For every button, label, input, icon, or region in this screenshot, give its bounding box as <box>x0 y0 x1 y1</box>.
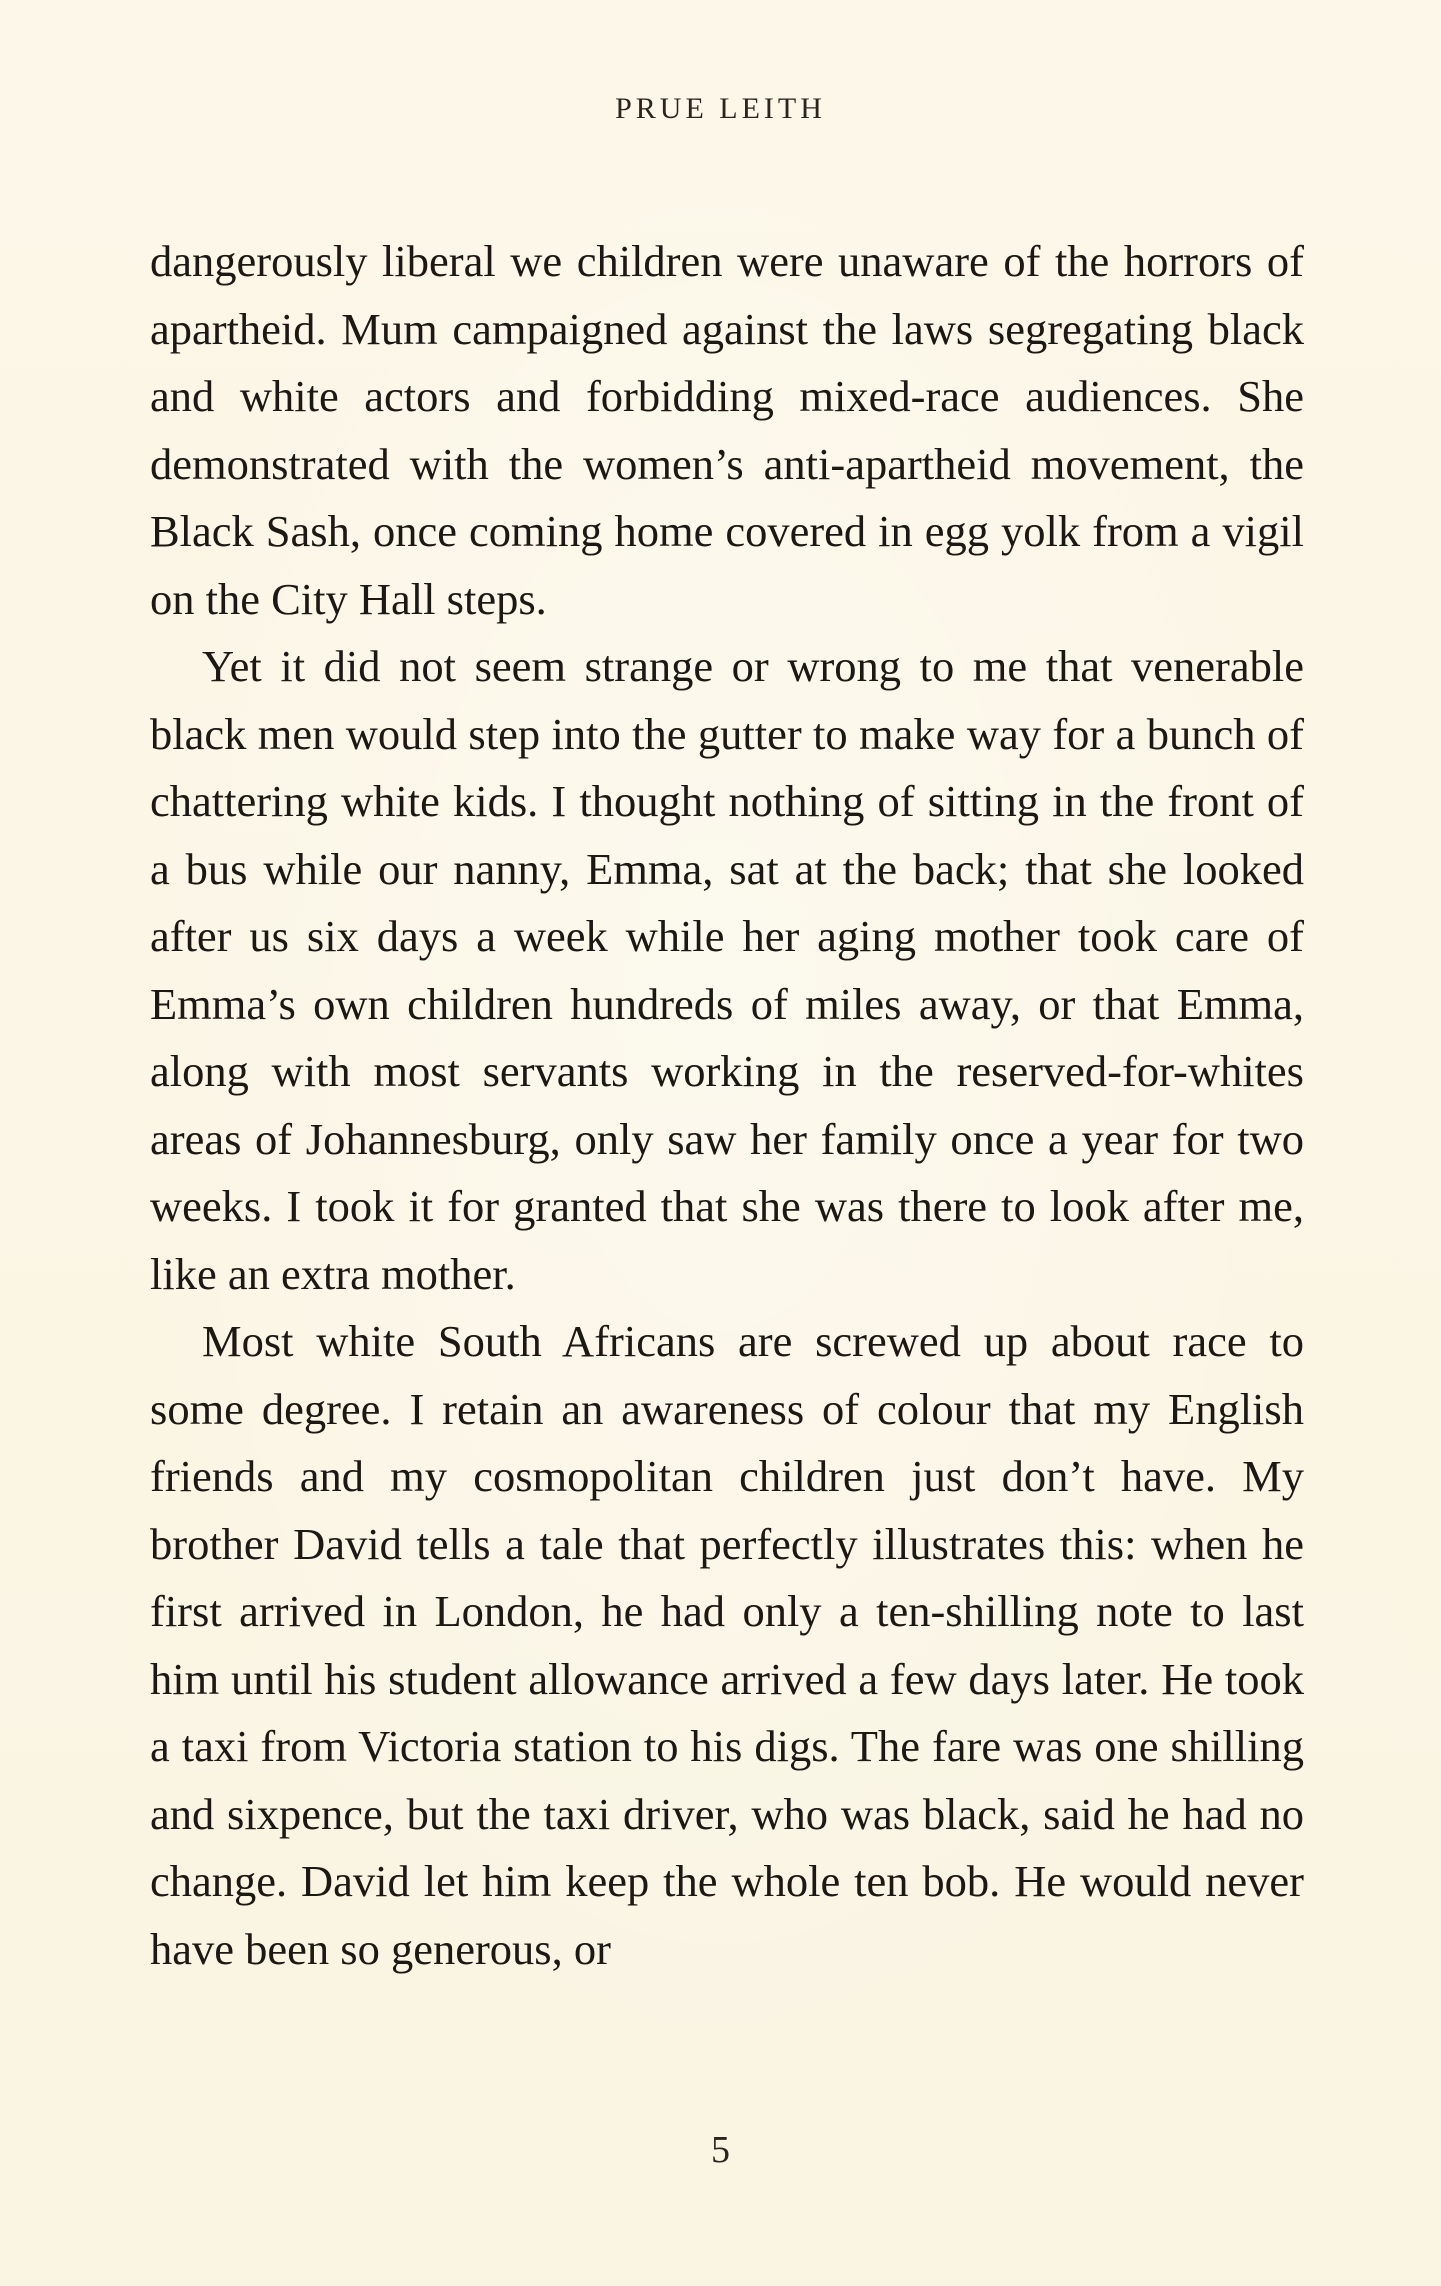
running-head: PRUE LEITH <box>615 92 826 125</box>
body-text <box>150 228 1304 1983</box>
paragraph-3: Most white South Africans are screwed up about race to some degree. I retain an awareness of colour that my English friends and my cosmopolitan children just don’t have. My brother David tells a tale that perfectly illustrates this: when he first arrived in London, he had only a ten-shilling note to last him until his student allowance arrived a few days later. He took a taxi from Victoria station to his digs. The fare was one shilling and sixpence, but the taxi driver, who was black, said he had no change. David let him keep the whole ten bob. He would never have been so generous, or <box>150 1316 1304 1974</box>
page-number: 5 <box>711 2129 730 2171</box>
paragraph-1: dangerously liberal we children were unaware of the horrors of apartheid. Mum campaigned against the laws segregating black and white actors and forbidding mixed-race audiences. She demonstrated with the women’s anti-apartheid movement, the Black Sash, once coming home covered in egg yolk from a vigil on the City Hall steps. <box>150 236 1304 624</box>
paragraph-2: Yet it did not seem strange or wrong to me that venerable black men would step into the gutter to make way for a bunch of chattering white kids. I thought nothing of sitting in the front of a bus while our nanny, Emma, sat at the back; that she looked after us six days a week while her aging mother took care of Emma’s own children hundreds of miles away, or that Emma, along with most servants working in the reserved-for-whites areas of Johannesburg, only saw her family once a year for two weeks. I took it for granted that she was there to look after me, like an extra mother. <box>150 641 1304 1299</box>
